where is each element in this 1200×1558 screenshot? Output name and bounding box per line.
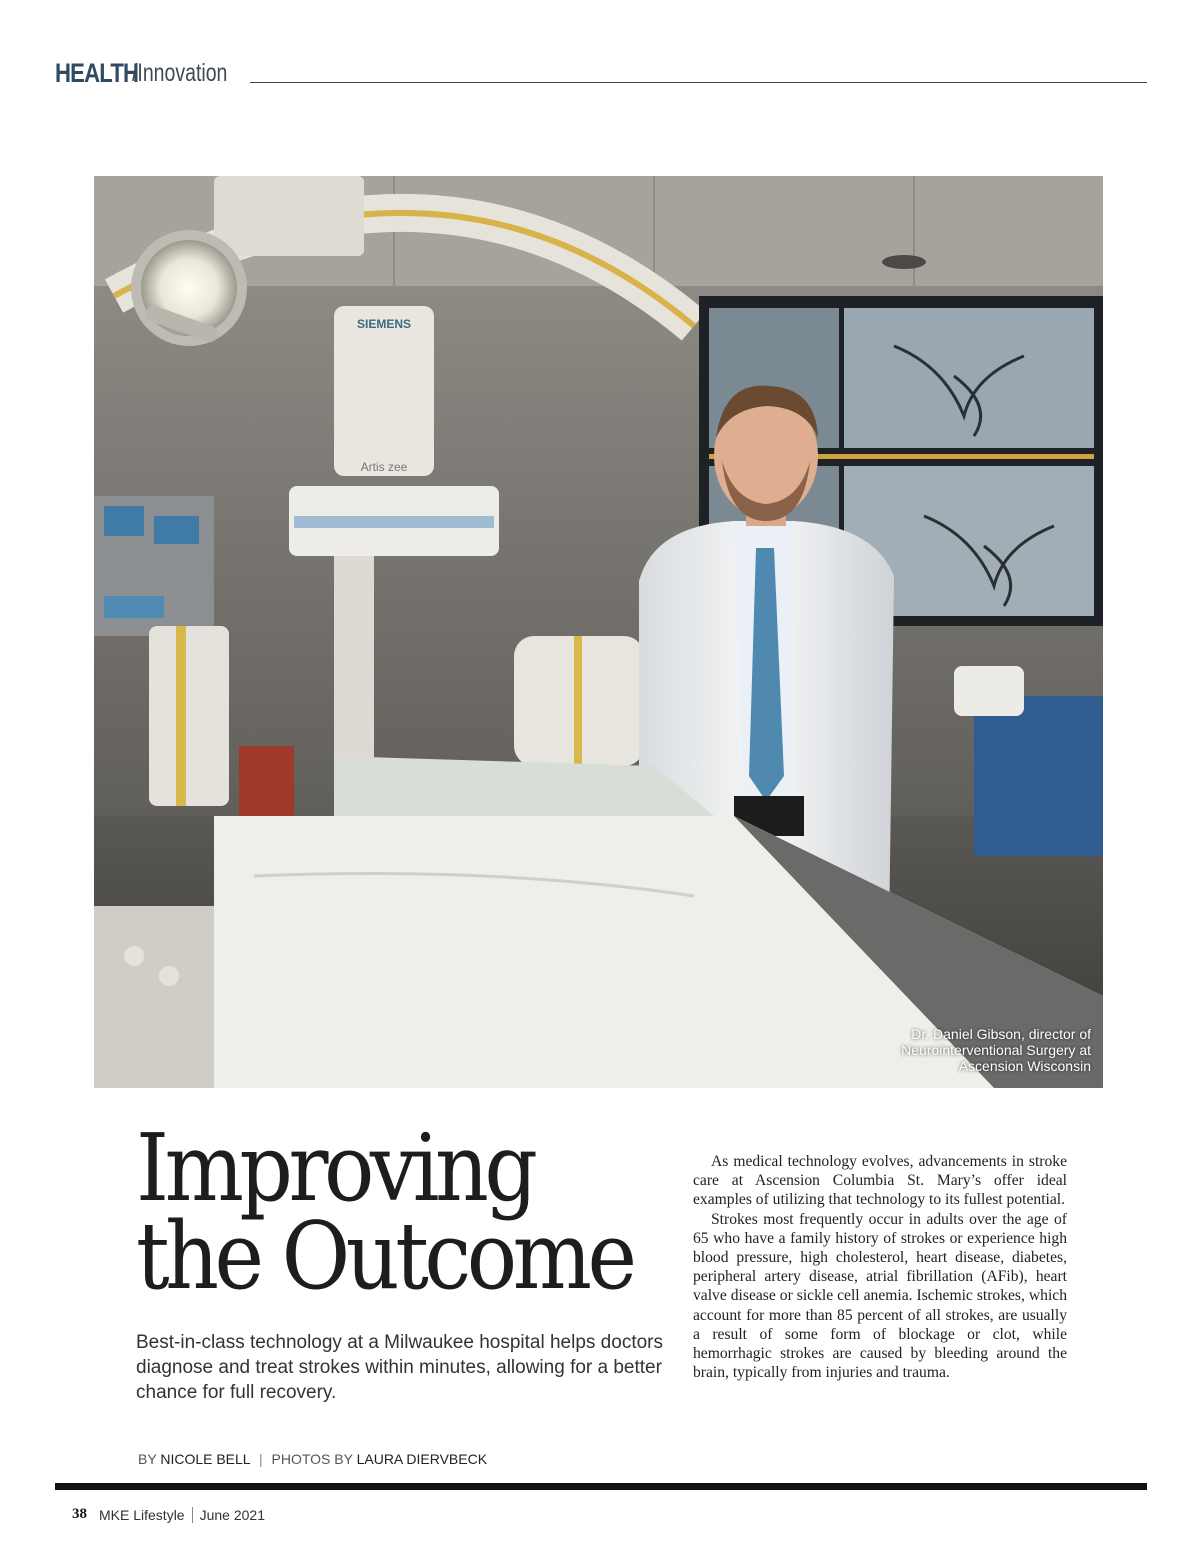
equipment-model: Artis zee (360, 460, 408, 474)
section-rule (250, 82, 1147, 83)
body-paragraph: Strokes most frequently occur in adults over the age of 65 who have a family history of strokes or experience high blood pressure, high cholesterol, heart disease, diabetes, peripheral artery disease, atrial fibrillation (AFib), heart valve disease or sickle cell anemia. Ischemic strokes, which account for more than 85 percent of all strokes, are usually a result of some form of blockage or clot, while hemorrhagic strokes are caused by bleeding around the brain, typically from injuries and trauma. (693, 1210, 1067, 1382)
footer (72, 1506, 265, 1523)
byline-author: NICOLE BELL (160, 1451, 251, 1467)
body-text (693, 1152, 1067, 1382)
photo-illustration (94, 176, 1103, 1088)
publication-name: MKE Lifestyle (99, 1506, 185, 1523)
issue-date: June 2021 (199, 1506, 265, 1523)
caption-line: Neurointerventional Surgery at (901, 1042, 1091, 1058)
footer-divider (192, 1507, 193, 1523)
byline-photographer: LAURA DIERVBECK (356, 1451, 488, 1467)
section-title: HEALTH (55, 58, 139, 88)
deck: Best-in-class technology at a Milwaukee hospital helps doctors diagnose and treat strokes within minutes, allowing for a better chance for full recovery. (136, 1332, 663, 1403)
body-paragraph: As medical technology evolves, advancements in stroke care at Ascension Columbia St. Mary’s offer ideal examples of utilizing that technology to its fullest potential. (693, 1153, 1067, 1209)
byline (138, 1451, 487, 1467)
equipment-brand: SIEMENS (356, 317, 412, 331)
section-header (55, 58, 1147, 90)
headline-line-2: the Outcome (136, 1202, 633, 1310)
caption-line: Ascension Wisconsin (958, 1058, 1091, 1074)
section-subtitle: /Innovation (132, 59, 228, 87)
byline-separator: | (258, 1451, 263, 1467)
footer-rule (55, 1483, 1147, 1490)
headline-line-1: Improving (136, 1114, 534, 1222)
photo-caption (831, 1026, 1091, 1074)
byline-photos-prefix: PHOTOS BY (271, 1451, 353, 1467)
headline (136, 1114, 633, 1310)
hero-photo (94, 176, 1103, 1088)
byline-prefix: BY (138, 1451, 157, 1467)
page-number: 38 (72, 1506, 87, 1522)
caption-line: Dr. Daniel Gibson, director of (911, 1026, 1091, 1042)
